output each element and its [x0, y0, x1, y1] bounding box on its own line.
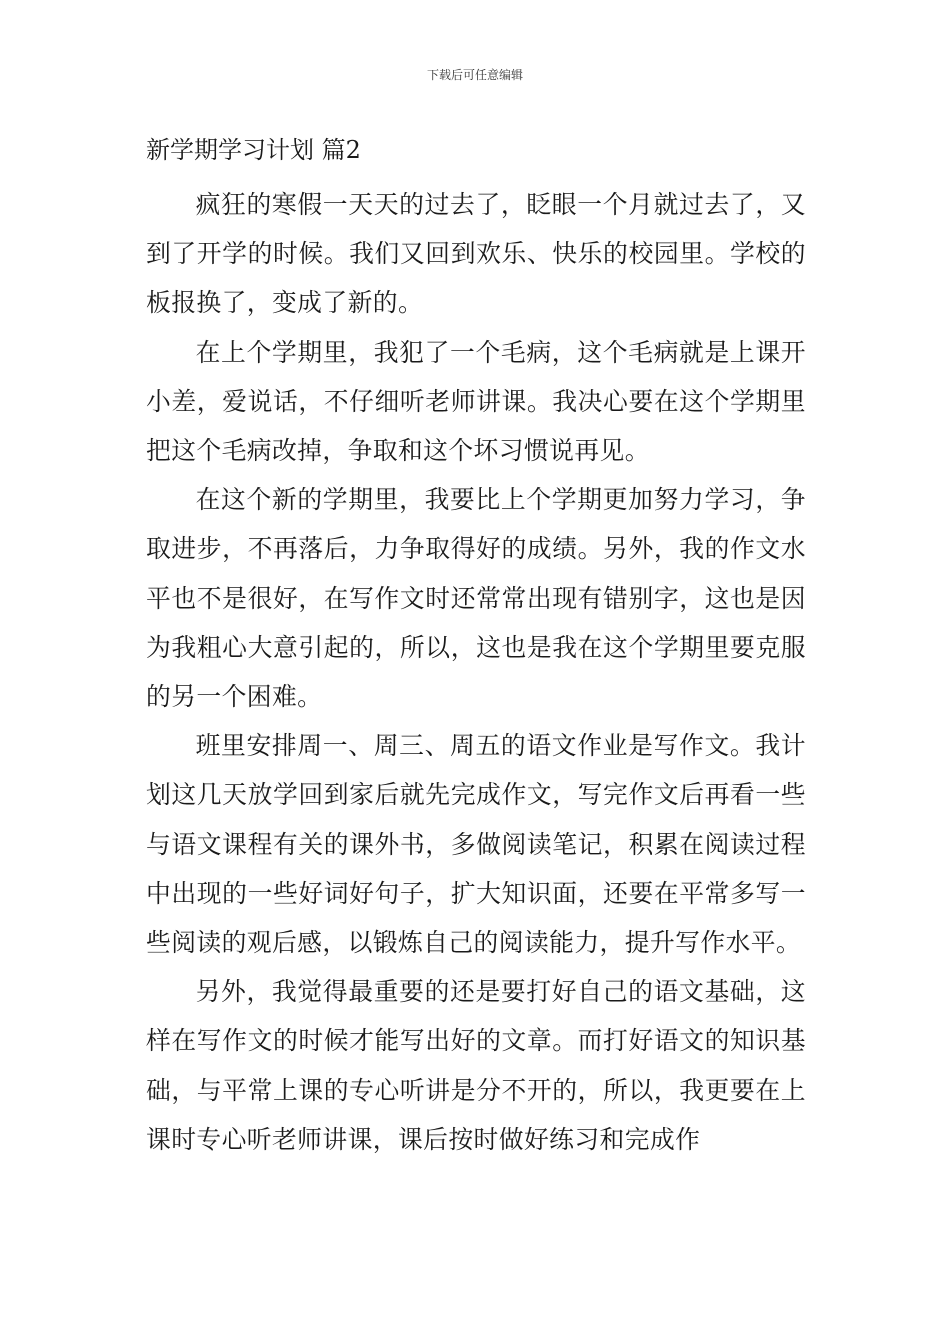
header-note: 下载后可任意编辑	[426, 68, 523, 82]
paragraph: 在这个新的学期里，我要比上个学期更加努力学习，争取进步，不再落后，力争取得好的成绩。另外，我的作文水平也不是很好，在写作文时还常常出现有错别字，这也是因为我粗心大意引起的，所以，这也是我在这个学期里要克服的另一个困难。	[146, 485, 806, 712]
paragraph: 班里安排周一、周三、周五的语文作业是写作文。我计划这几天放学回到家后就先完成作文，写完作文后再看一些与语文课程有关的课外书，多做阅读笔记，积累在阅读过程中出现的一些好词好句子，扩大知识面，还要在平常多写一些阅读的观后感，以锻炼自己的阅读能力，提升写作水平。	[146, 731, 806, 958]
paragraph: 疯狂的寒假一天天的过去了，眨眼一个月就过去了，又到了开学的时候。我们又回到欢乐、快乐的校园里。学校的板报换了，变成了新的。	[146, 190, 806, 318]
document-title: 新学期学习计划 篇2	[146, 136, 361, 164]
paragraph: 在上个学期里，我犯了一个毛病，这个毛病就是上课开小差，爱说话，不仔细听老师讲课。我决心要在这个学期里把这个毛病改掉，争取和这个坏习惯说再见。	[146, 337, 806, 466]
document-body	[146, 180, 806, 1164]
paragraph: 另外，我觉得最重要的还是要打好自己的语文基础，这样在写作文的时候才能写出好的文章。而打好语文的知识基础，与平常上课的专心听讲是分不开的，所以，我更要在上课时专心听老师讲课，课后按时做好练习和完成作	[146, 977, 806, 1154]
